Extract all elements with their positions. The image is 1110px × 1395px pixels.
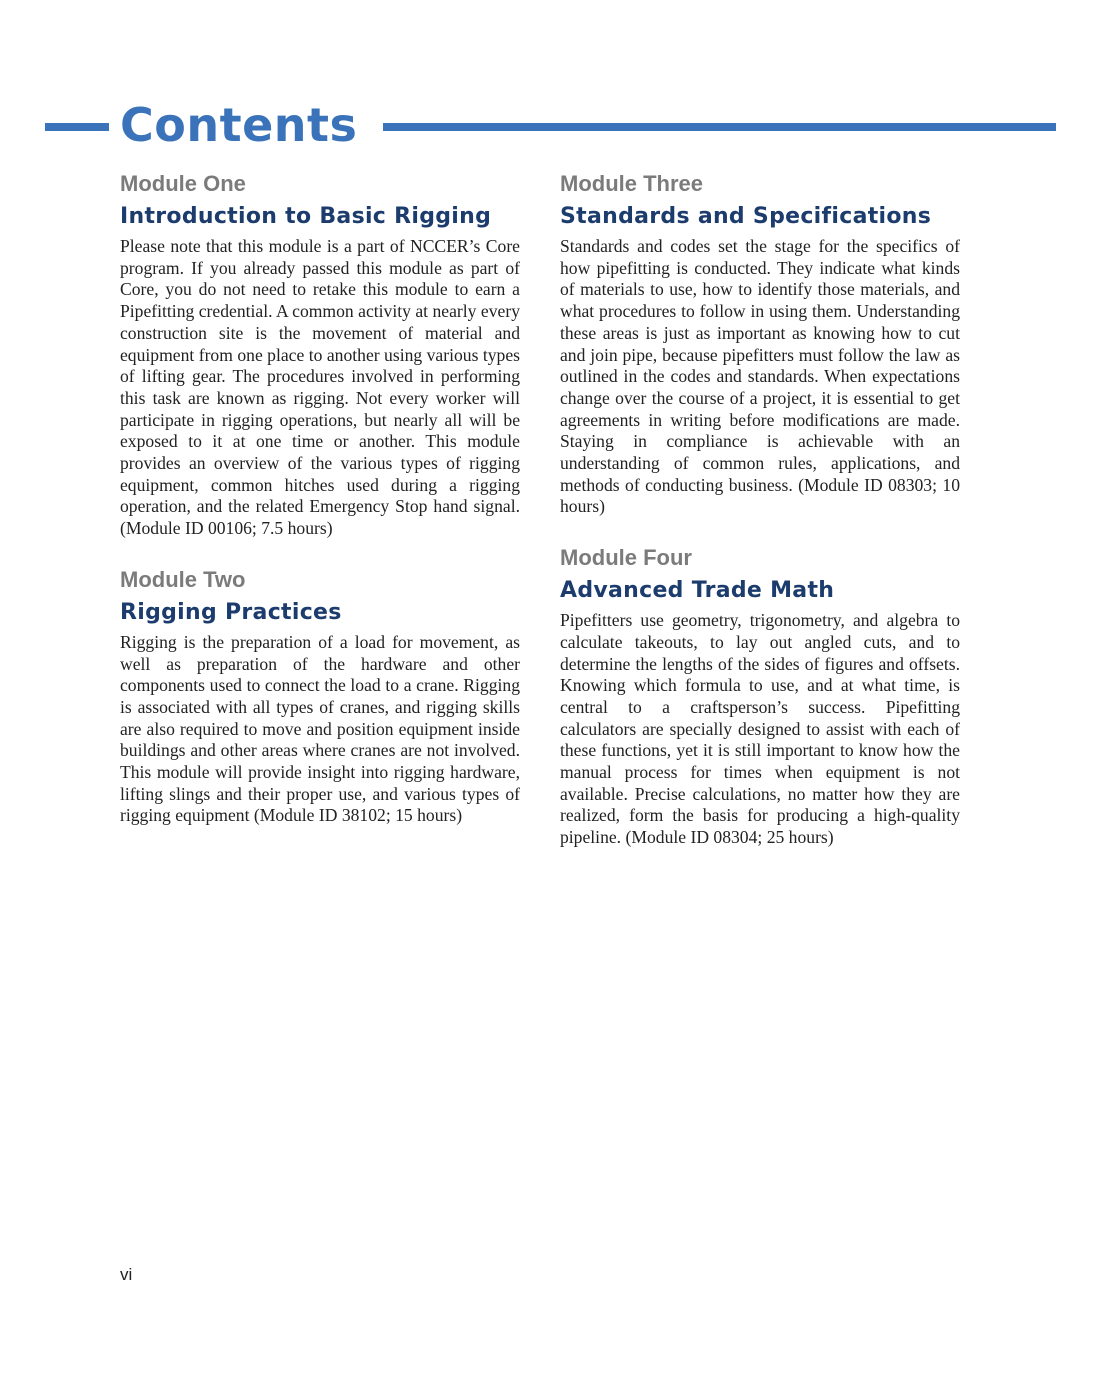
module-number: Module Two: [120, 566, 246, 592]
module-one: [120, 170, 520, 540]
page-title: Contents: [120, 98, 358, 152]
module-number: Module Three: [560, 171, 704, 196]
module-description: Pipefitters use geometry, trigonometry, and algebra to calculate takeouts, to lay out angled cuts, and to determine the lengths of the sides of figures and offsets. Knowing which formula to use, and at what time, is central to a craftsperson’s success. Pipefitting calculators are specially designed to assist with each of these functions, yet it is still important to know how the manual process for times when equipment is not available. Precise calculations, no matter how they are realized, form the basis for producing a high-quality pipeline. (Module ID 08304; 25 hours): [560, 610, 960, 848]
module-title: Introduction to Basic Rigging: [120, 204, 492, 229]
header-rule-left: [45, 123, 109, 131]
module-title: Standards and Specifications: [560, 204, 932, 229]
page-number: vi: [120, 1265, 133, 1284]
module-four: [560, 544, 960, 849]
module-two: [120, 566, 520, 827]
module-description: Please note that this module is a part of NCCER’s Core program. If you already passed this module as part of Core, you do not need to retake this module to earn a Pipefitting credential. A common activity at nearly every construction site is the movement of material and equipment from one place to another using various types of lifting gear. The procedures involved in performing this task are known as rigging. Not every worker will participate in rigging operations, but nearly all will be exposed to it at one time or another. This module provides an overview of the various types of rigging equipment, common hitches used during a rigging operation, and the related Emergency Stop hand signal. (Module ID 00106; 7.5 hours): [120, 236, 520, 539]
module-description: Standards and codes set the stage for the specifics of how pipefitting is conducted. They indicate what kinds of materials to use, how to identify those materials, and what procedures to follow in using them. Understanding these areas is just as important as knowing how to cut and join pipe, because pipefitters must follow the law as outlined in the codes and standards. When expectations change over the course of a project, it is essential to get agreements in writing before modifications are made. Staying in compliance is achievable with an understanding of common rules, applications, and methods of conducting business. (Module ID 08303; 10 hours): [560, 236, 960, 517]
module-title: Advanced Trade Math: [560, 578, 835, 604]
header-rule-right: [383, 123, 1056, 131]
module-three: [560, 170, 960, 518]
right-column: [560, 170, 960, 875]
contents-header: [0, 96, 1110, 158]
left-column: [120, 170, 520, 853]
module-description: Rigging is the preparation of a load for movement, as well as preparation of the hardware and other components used to connect the load to a crane. Rigging is associated with all types of cranes, and rigging skills are also required to move and position equipment inside buildings and other areas where cranes are not involved. This module will provide insight into rigging hardware, lifting slings and their proper use, and various types of rigging equipment (Module ID 38102; 15 hours): [120, 631, 520, 826]
module-title: Rigging Practices: [120, 599, 342, 625]
module-number: Module Four: [560, 545, 692, 571]
module-number: Module One: [120, 171, 246, 196]
